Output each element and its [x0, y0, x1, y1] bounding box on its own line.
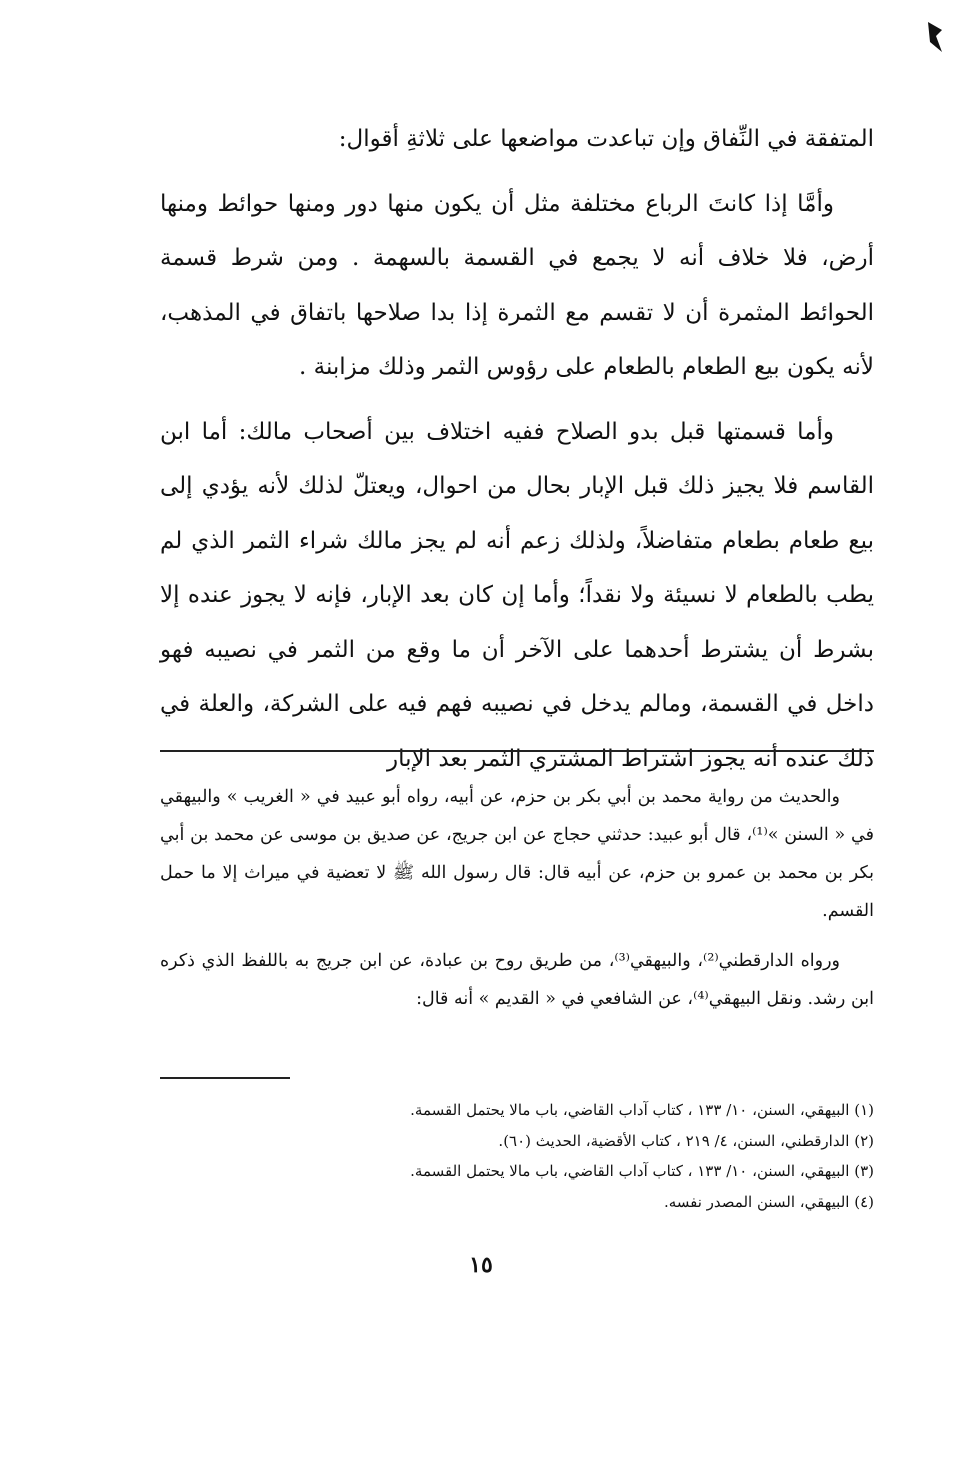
main-text-divider: [160, 750, 874, 752]
main-paragraph: وأما قسمتها قبل بدو الصلاح ففيه اختلاف بين أصحاب مالك: أما ابن القاسم فلا يجيز ذلك قبل الإبار بحال من احوال، ويعتلّ لذلك لأنه يؤدي إلى بيع طعام بطعام متفاضلاً، ولذلك زعم أنه لم يجز مالك شراء الثمر الذي لم يطب بالطعام لا نسيئة ولا نقداً؛ وأما إن كان بعد الإبار، فإنه لا يجوز عنده إلا بشرط أن يشترط أحدهما على الآخر أن ما وقع من الثمر في نصيبه فهو داخل في القسمة، ومالم يدخل في نصيبه فهم فيه على الشركة، والعلة في ذلك عنده أنه يجوز اشتراط المشتري الثمر بعد الإبار: [160, 418, 874, 772]
footnote-item: (٢) الدارقطني، السنن، ٤/ ٢١٩ ، كتاب الأقضية، الحديث (٦٠).: [498, 1131, 874, 1150]
commentary-notes: [160, 778, 874, 1018]
page-corner-mark: [926, 20, 944, 54]
footnote-item: (١) البيهقي، السنن، ١٠/ ١٣٣ ، كتاب آداب القاضي، باب مالا يحتمل القسمة.: [410, 1101, 874, 1119]
footnote-item: (٤) البيهقي، السنن المصدر نفسه.: [663, 1192, 874, 1211]
footnotes-list: [160, 1095, 874, 1217]
commentary-paragraph: والحديث من رواية محمد بن أبي بكر بن حزم، عن أبيه، رواه أبو عبيد في « الغريب » والبيهقي في « السنن »⁽¹⁾، قال أبو عبيد: حدثني حجاج عن ابن جريج، عن صديق بن موسى عن محمد بن أبي بكر بن محمد بن عمرو بن حزم، عن أبيه قال: قال رسول الله ﷺ لا تعضية في ميراث إلا ما حمل القسم.: [160, 787, 874, 921]
footnote-item: (٣) البيهقي، السنن، ١٠/ ١٣٣ ، كتاب آداب القاضي، باب مالا يحتمل القسمة.: [410, 1162, 874, 1180]
main-text: [160, 112, 874, 786]
footnote-divider: [160, 1077, 290, 1079]
main-paragraph: وأمَّا إذا كانتَ الرباع مختلفة مثل أن يكون منها دور ومنها حوائط ومنها أرض، فلا خلاف أنه لا يجمع في القسمة بالسهمة . ومن شرط قسمة الحوائط المثمرة أن لا تقسم مع الثمرة إذا بدا صلاحها باتفاق في المذهب، لأنه يكون بيع الطعام بالطعام على رؤوس الثمر وذلك مزابنة .: [160, 190, 874, 380]
page-number: ١٥: [469, 1252, 493, 1278]
commentary-paragraph: ورواه الدارقطني⁽²⁾، والبيهقي⁽³⁾، من طريق روح بن عبادة، عن ابن جريج به باللفظ الذي ذكره ابن رشد. ونقل البيهقي⁽⁴⁾، عن الشافعي في « القديم » أنه قال:: [160, 951, 874, 1009]
main-paragraph: المتفقة في النِّفاق وإن تباعدت مواضعها على ثلاثةِ أقوال:: [338, 126, 874, 152]
